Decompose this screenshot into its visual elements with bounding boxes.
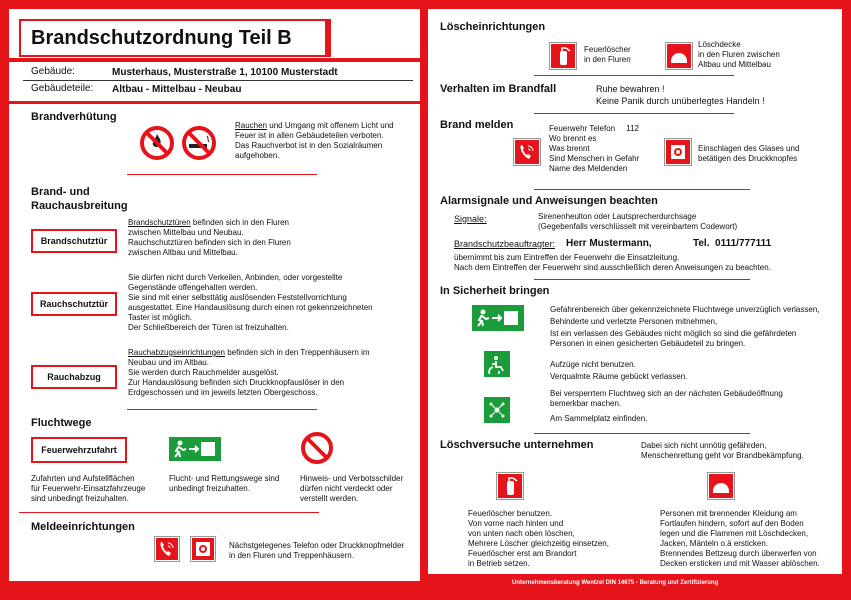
fire-extinguisher-icon — [497, 473, 523, 499]
fire-extinguisher-line: in den Fluren — [584, 55, 631, 64]
exit-sign-icon — [169, 437, 221, 461]
fire-blanket-line: Löschdecke — [698, 40, 741, 49]
safety-line: Personen in einen gesicherten Gebäudeteil zu bringen. — [550, 339, 746, 348]
smoke-vent-line: Neubau und im Altbau. — [128, 358, 209, 367]
smoke-heading-line1: Brand- und — [31, 186, 90, 198]
escape-col2 — [169, 474, 299, 494]
safety-text-b — [550, 360, 840, 382]
escape-col3 — [300, 474, 420, 504]
exit-sign-icon — [472, 305, 524, 331]
safety-text-c — [550, 389, 840, 424]
prevention-line: und Umgang mit offenem Licht und — [267, 121, 394, 130]
signals-line: Sirenenheulton oder Lautsprecherdurchsage — [538, 212, 697, 221]
smoke-vent-line: Erdgeschossen und im jeweils letzten Obergeschoss. — [128, 388, 318, 397]
signals-line: Nach dem Eintreffen der Feuerwehr sind ausschließlich deren Anweisungen zu beachten. — [454, 263, 771, 272]
smoke-door-text — [128, 273, 418, 333]
attempts-left — [468, 509, 638, 569]
safety-line: Aufzüge nicht benutzen. — [550, 360, 636, 369]
safety-line: Bei versperrtem Fluchtweg sich an der nächsten Gebäudeöffnung — [550, 389, 783, 398]
attempts-line: Feuerlöscher benutzen. — [468, 509, 553, 518]
fire-door-line: zwischen Altbau und Mittelbau. — [128, 248, 238, 257]
smoke-door-line: ausgestattet. Eine Handauslösung durch einen rot gekennzeichneten — [128, 303, 373, 312]
fire-access-box: Feuerwehrzufahrt — [31, 437, 127, 463]
report-line: Wo brennt es — [549, 134, 597, 143]
escape-line: dürfen nicht verdeckt oder — [300, 484, 393, 493]
smoke-door-line: Taster ist möglich. — [128, 313, 193, 322]
smoke-vent-text — [128, 348, 418, 398]
footer-text: Unternehmensberatung Wentzel DIN 14675 - Beratung und Zertifizierung — [512, 580, 719, 586]
fire-door-line: befinden sich in den Fluren — [190, 218, 289, 227]
attempts-line: Jacken, Mänteln o.ä ersticken. — [660, 539, 769, 548]
smoke-vent-line: befinden sich in den Treppenhäusern im — [224, 348, 370, 357]
right-panel — [428, 9, 842, 574]
divider — [534, 189, 750, 190]
signals-instructions — [454, 253, 839, 273]
alarm-devices-heading: Meldeeinrichtungen — [31, 521, 135, 533]
representative-tel: Tel. 0111/777111 — [693, 238, 772, 249]
attempts-line: Von vorne nach hinten und — [468, 519, 564, 528]
smoke-door-line: Sie sind mit einer selbsttätig auslösenden Feststellvorrichtung — [128, 293, 347, 302]
fire-door-text — [128, 218, 328, 258]
report-tel: 112 — [626, 124, 640, 133]
safety-line: Ist ein verlassen des Gebäudes nicht möglich so sind die gefährdeten — [550, 329, 797, 338]
prevention-line: aufgehoben. — [235, 151, 280, 160]
safety-text-a — [550, 305, 840, 349]
building-label: Gebäude: — [31, 66, 75, 77]
fire-blanket-line: in den Fluren zwischen — [698, 50, 780, 59]
fire-extinguisher-text — [584, 45, 631, 65]
safety-line: Gefahrenbereich über gekennzeichnete Fluchtwege unverzüglich verlassen, — [550, 305, 820, 314]
building-parts-label: Gebäudeteile: — [31, 83, 94, 94]
safety-line: Verqualmte Räume gebückt verlassen. — [550, 372, 688, 381]
assembly-point-icon — [484, 397, 510, 423]
page-title: Brandschutzordnung Teil B — [31, 27, 292, 49]
attempts-line: Brennendes Bettzeug durch überwerfen von — [660, 549, 817, 558]
escape-line: Hinweis- und Verbotsschilder — [300, 474, 404, 483]
attempts-line: Feuerlöscher erst am Brandort — [468, 549, 577, 558]
attempts-line: Dabei sich nicht unnötig gefährden, — [641, 441, 767, 450]
representative-label: Brandschutzbeauftragter: — [454, 239, 556, 249]
report-line: Was brennt — [549, 144, 590, 153]
building-parts-value: Altbau - Mittelbau - Neubau — [112, 84, 242, 95]
escape-line: Zufahrten und Aufstellflächen — [31, 474, 135, 483]
left-panel — [9, 9, 420, 581]
prohibition-icon — [300, 431, 334, 465]
call-point-icon — [191, 537, 215, 561]
title-box — [19, 19, 331, 57]
signals-heading: Alarmsignale und Anweisungen beachten — [440, 195, 658, 207]
attempts-line: in Betrieb setzen. — [468, 559, 530, 568]
fire-extinguisher-icon — [550, 43, 576, 69]
divider — [534, 113, 734, 114]
fire-door-line: zwischen Mittelbau und Neubau. — [128, 228, 244, 237]
alarm-devices-text — [229, 541, 419, 561]
smoke-vent-line: Zur Handauslösung befinden sich Druckknopfauslöser in den — [128, 378, 345, 387]
representative-name: Herr Mustermann, — [566, 238, 652, 249]
extinguish-devices-heading: Löscheinrichtungen — [440, 21, 546, 33]
call-point-line: Einschlagen des Glases und — [698, 144, 800, 153]
fire-door-line: Rauchschutztüren befinden sich in den Fluren — [128, 238, 291, 247]
behaviour-line: Ruhe bewahren ! — [596, 84, 665, 94]
escape-col1 — [31, 474, 161, 504]
divider — [127, 174, 317, 175]
no-elevator-icon — [484, 351, 510, 377]
attempts-heading: Löschversuche unternehmen — [440, 439, 594, 451]
attempts-line: Menschenrettung geht vor Brandbekämpfung. — [641, 451, 804, 460]
escape-line: unbedingt freizuhalten. — [169, 484, 250, 493]
report-line: Feuerwehr Telefon — [549, 124, 616, 133]
safety-line: Am Sammelplatz einfinden. — [550, 414, 648, 423]
behaviour-heading: Verhalten im Brandfall — [440, 83, 557, 95]
call-point-icon — [665, 139, 691, 165]
signals-line: (Gegebenfalls verschlüsselt mit vereinbartem Codewort) — [538, 222, 738, 231]
report-text — [549, 124, 639, 174]
smoke-heading — [31, 185, 128, 213]
smoke-vent-lead: Rauchabzugseinrichtungen — [128, 348, 225, 357]
smoke-door-line: Sie dürfen nicht durch Verkeilen, Anbinden, oder vorgestellte — [128, 273, 343, 282]
safety-line: bemerkbar machen. — [550, 399, 622, 408]
report-heading: Brand melden — [440, 119, 514, 131]
fire-phone-icon — [514, 139, 540, 165]
building-value: Musterhaus, Musterstraße 1, 10100 Musterstadt — [112, 67, 338, 78]
fire-blanket-text — [698, 40, 780, 70]
attempts-line: legen und die Flammen mit Löschdecken, — [660, 529, 809, 538]
fire-blanket-line: Altbau und Mittelbau — [698, 60, 771, 69]
alarm-devices-line: Nächstgelegenes Telefon oder Druckknopfmelder — [229, 541, 405, 550]
fire-blanket-icon — [666, 43, 692, 69]
no-fire-icon — [139, 125, 175, 161]
divider — [534, 75, 734, 76]
signals-line: übernimmt bis zum Eintreffen der Feuerwehr die Einsatzleitung. — [454, 253, 680, 262]
prevention-line: Das Rauchverbot ist in den Sozialräumen — [235, 141, 383, 150]
prevention-lead: Rauchen — [235, 121, 268, 130]
attempts-line: Fortlaufen hindern, sofort auf den Boden — [660, 519, 804, 528]
escape-heading: Fluchtwege — [31, 417, 92, 429]
divider — [23, 80, 413, 81]
fire-blanket-icon — [708, 473, 734, 499]
divider — [534, 433, 750, 434]
escape-line: sind unbedingt freizuhalten. — [31, 494, 129, 503]
divider — [9, 101, 420, 104]
prevention-heading: Brandverhütung — [31, 111, 117, 123]
attempts-line: Mehrere Löscher gleichzeitig einsetzen, — [468, 539, 609, 548]
fire-extinguisher-line: Feuerlöscher — [584, 45, 631, 54]
no-smoking-icon — [181, 125, 217, 161]
call-point-line: betätigen des Druckknopfes — [698, 154, 798, 163]
call-point-text — [698, 144, 799, 164]
divider — [9, 58, 420, 62]
report-line: Sind Menschen in Gefahr — [549, 154, 640, 163]
divider — [19, 512, 319, 513]
alarm-devices-line: in den Fluren und Treppenhäusern. — [229, 551, 354, 560]
attempts-line: Personen mit brennender Kleidung am — [660, 509, 797, 518]
smoke-heading-line2: Rauchausbreitung — [31, 200, 128, 212]
divider — [534, 279, 750, 280]
signals-label: Signale: — [454, 214, 487, 224]
divider — [127, 409, 317, 410]
fire-phone-icon — [155, 537, 179, 561]
smoke-vent-line: Sie werden durch Rauchmelder ausgelöst. — [128, 368, 279, 377]
smoke-door-line: Der Schließbereich der Türen ist freizuhalten. — [128, 323, 289, 332]
prevention-line: Feuer ist in allen Gebäudeteilen verboten. — [235, 131, 384, 140]
attempts-right — [660, 509, 840, 569]
fire-door-lead: Brandschutztüren — [128, 218, 191, 227]
escape-line: für Feuerwehr-Einsatzfahrzeuge — [31, 484, 146, 493]
attempts-line: von unten nach oben löschen, — [468, 529, 575, 538]
safety-line: Behinderte und verletzte Personen mitnehmen, — [550, 317, 718, 326]
attempts-line: Decken ersticken und mit Wasser ablöschen. — [660, 559, 820, 568]
escape-line: verstellt werden. — [300, 494, 359, 503]
signals-text — [538, 212, 737, 232]
safety-heading: In Sicherheit bringen — [440, 285, 550, 297]
smoke-door-line: Gegenstände offengehalten werden. — [128, 283, 258, 292]
fire-door-box: Brandschutztür — [31, 229, 117, 253]
attempts-note — [641, 441, 841, 461]
behaviour-line: Keine Panik durch unüberlegtes Handeln ! — [596, 96, 765, 106]
smoke-vent-box: Rauchabzug — [31, 365, 117, 389]
escape-line: Flucht- und Rettungswege sind — [169, 474, 280, 483]
report-line: Name des Meldenden — [549, 164, 628, 173]
prevention-text — [235, 121, 415, 161]
smoke-door-box: Rauchschutztür — [31, 292, 117, 316]
behaviour-text — [596, 83, 765, 107]
